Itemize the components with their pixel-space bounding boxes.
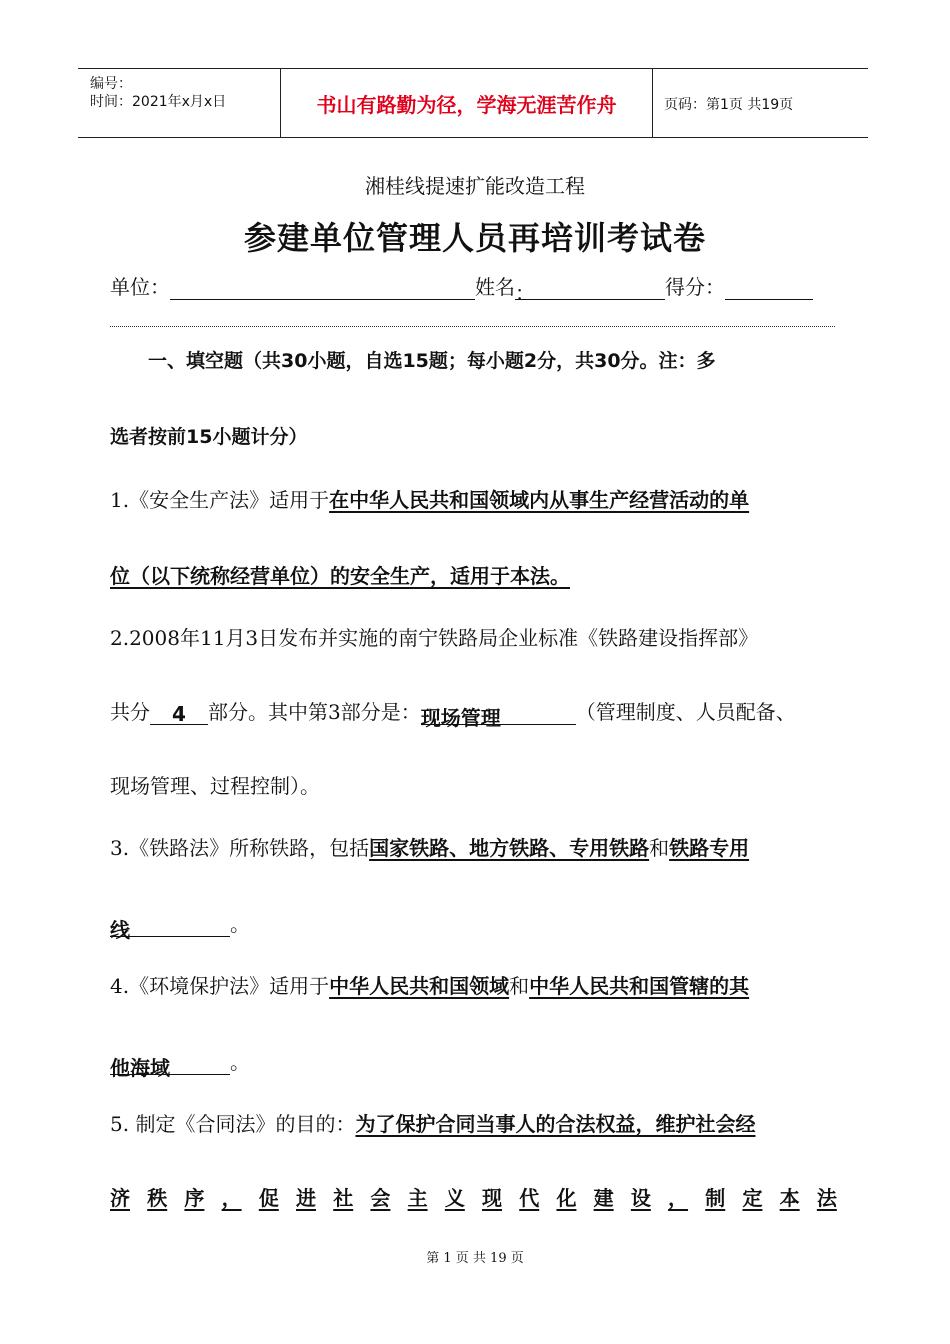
question-5-char: 代	[519, 1186, 540, 1210]
question-4-prefix: 4.《环境保护法》适用于	[110, 974, 330, 998]
question-2-text-a: 共分	[110, 700, 150, 724]
question-3-answer-2-cont: 线	[110, 914, 230, 937]
question-5-char: 序	[184, 1186, 205, 1210]
question-3-answer-2: 铁路专用	[669, 836, 750, 860]
question-5-answer: 为了保护合同当事人的合法权益，维护社会经	[355, 1112, 756, 1136]
question-2-text-b: 部分。其中第3部分是：	[208, 700, 421, 724]
question-5-char: 化	[556, 1186, 577, 1210]
question-3-mid: 和	[649, 836, 670, 860]
section-heading-line2: 选者按前15小题计分）	[110, 426, 308, 448]
header-meta-cell	[78, 69, 281, 137]
question-5-line1	[110, 1108, 755, 1137]
question-1-line1	[110, 484, 749, 513]
question-5-char: 进	[296, 1186, 317, 1210]
question-4-line2	[110, 1046, 250, 1080]
section-heading-line1: 一、填空题（共30小题，自选15题；每小题2分，共30分。注：多	[148, 350, 716, 372]
name-blank[interactable]: ：	[515, 277, 665, 300]
question-2-answer-1: 4	[150, 702, 208, 725]
question-5-char: 主	[407, 1186, 428, 1210]
question-1-answer: 在中华人民共和国领域内从事生产经营活动的单	[329, 488, 750, 512]
question-5-char: ，	[668, 1186, 689, 1210]
question-3-prefix: 3.《铁路法》所称铁路，包括	[110, 836, 370, 860]
question-5-char: 建	[593, 1186, 614, 1210]
doc-title: 参建单位管理人员再培训考试卷	[243, 219, 706, 257]
question-3-line2	[110, 908, 250, 942]
question-5-char: 本	[779, 1186, 800, 1210]
question-3-end: 。	[230, 912, 250, 936]
question-3-answer-1: 国家铁路、地方铁路、专用铁路	[369, 836, 650, 860]
dotted-divider	[110, 326, 835, 327]
question-5-prefix: 5. 制定《合同法》的目的：	[110, 1112, 356, 1136]
info-line	[110, 271, 813, 305]
unit-blank[interactable]	[170, 277, 475, 300]
number-label: 编号：	[90, 76, 132, 92]
question-4-end: 。	[230, 1050, 250, 1074]
question-2-line2	[110, 696, 796, 730]
page-footer: 第 1 页 共 19 页	[426, 1251, 524, 1266]
question-5-char: ，	[221, 1186, 242, 1210]
question-5-char: 会	[370, 1186, 391, 1210]
question-4-line1	[110, 970, 749, 999]
question-5-answer-cont	[110, 1182, 837, 1211]
question-2-line3: 现场管理、过程控制）。	[110, 774, 320, 798]
question-5-char: 济	[110, 1186, 130, 1210]
score-label: 得分：	[665, 275, 725, 299]
question-4-answer-2: 中华人民共和国管辖的其	[529, 974, 750, 998]
score-blank[interactable]	[725, 277, 813, 300]
question-5-char: 定	[742, 1186, 763, 1210]
name-label: 姓名	[475, 275, 515, 299]
question-5-char: 制	[705, 1186, 726, 1210]
question-4-mid: 和	[509, 974, 530, 998]
question-5-char: 义	[444, 1186, 465, 1210]
doc-subtitle: 湘桂线提速扩能改造工程	[365, 174, 585, 198]
question-3-line1	[110, 832, 749, 861]
time-label: 时间：2021年x月x日	[90, 94, 227, 110]
question-5-char: 法	[816, 1186, 837, 1210]
question-2-text-c: （管理制度、人员配备、	[575, 700, 796, 724]
unit-label: 单位：	[110, 275, 170, 299]
question-1-prefix: 1.《安全生产法》适用于	[110, 488, 330, 512]
question-5-char: 设	[630, 1186, 651, 1210]
question-2-line1: 2.2008年11月3日发布并实施的南宁铁路局企业标准《铁路建设指挥部》	[110, 626, 759, 650]
question-5-char: 促	[258, 1186, 279, 1210]
question-5-char: 社	[333, 1186, 354, 1210]
question-5-char: 现	[482, 1186, 503, 1210]
question-1-line2: 位（以下统称经营单位）的安全生产，适用于本法。	[110, 564, 570, 588]
question-2-answer-2: 现场管理	[421, 702, 576, 725]
header-table	[78, 68, 868, 138]
question-4-answer-1: 中华人民共和国领域	[329, 974, 510, 998]
question-5-line2	[110, 1182, 837, 1211]
page-label: 页码：第1页 共19页	[664, 97, 794, 113]
question-5-char: 秩	[147, 1186, 168, 1210]
motto: 书山有路勤为径，学海无涯苦作舟	[281, 69, 653, 137]
question-4-answer-2-cont: 他海域	[110, 1052, 230, 1075]
